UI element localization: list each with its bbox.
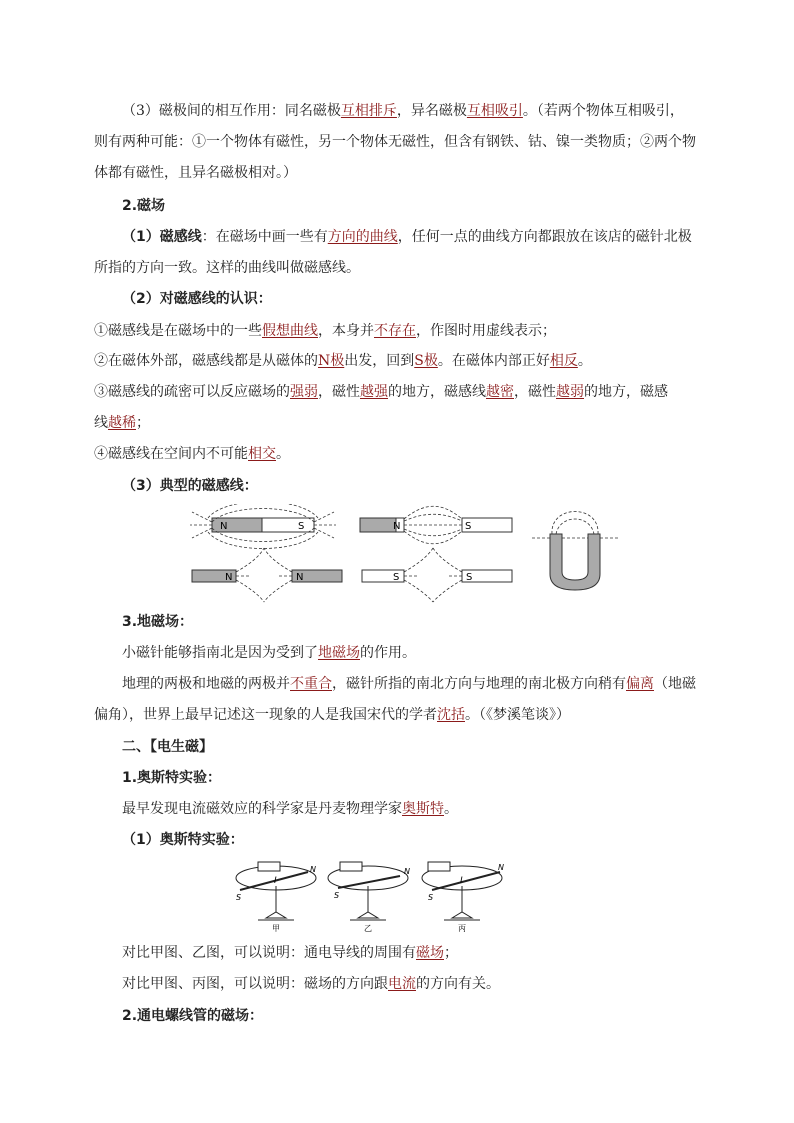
bar-magnets-repel-nn [192,548,342,602]
s-label: S [334,891,340,900]
answer-oersted: 奥斯特 [402,801,444,817]
electro-heading: 二、【电生磁】 [122,739,213,755]
text: ； [444,945,458,961]
n-label: N [404,867,410,876]
text: 出发，回到 [344,353,415,369]
bar-magnets-repel-ss [362,548,512,602]
label-bing: 丙 [458,924,466,932]
text: 。（若两个物体互相吸引， [522,103,684,119]
text: 线 [94,415,108,431]
answer-curve: 曲线 [369,229,398,245]
answer-strength: 强弱 [290,384,318,400]
poles-line-1 [122,101,684,121]
def-label: （1）磁感线 [122,229,202,245]
bar-magnets-attract [360,506,512,544]
text: 偏角），世界上最早记述这一现象的人是我国宋代的学者 [94,707,437,723]
s-label: S [393,572,400,583]
n-label: N [296,572,304,583]
oersted-panel-bing [422,862,502,920]
text: ，磁性 [514,384,556,400]
text: 对比甲图、丙图，可以说明：磁场的方向跟 [122,976,388,992]
text: ③磁感线的疏密可以反应磁场的 [94,384,290,400]
field-heading: 2.磁场 [122,198,166,214]
s-label: S [466,572,473,583]
answer-current: 电流 [388,976,416,992]
point-3-cont [94,413,150,433]
answer-sparser: 越稀 [108,415,136,431]
text: 的作用。 [360,645,416,661]
point-3 [94,382,668,402]
label-yi: 乙 [364,924,372,932]
answer-attract: 互相吸引 [466,103,523,119]
n-label: N [310,865,316,874]
answer-opposite: 相反 [549,353,578,369]
point-2 [94,351,592,371]
exp-heading: （1）奥斯特实验： [122,832,244,848]
field-def-line-2: 所指的方向一致。这样的曲线叫做磁感线。 [94,260,360,276]
s-label: S [465,521,472,532]
oersted-panel-jia [236,862,316,920]
understand-heading: （2）对磁感线的认识： [122,291,272,307]
field-def-line-1 [122,227,692,247]
oersted-panel-yi [328,862,408,920]
text: 。 [276,446,290,462]
text: ：在磁场中画一些有 [201,229,328,245]
text: 对比甲图、乙图，可以说明：通电导线的周围有 [122,945,416,961]
poles-line-3: 体都有磁性，且异名磁极相对。） [94,165,297,181]
answer-weaker: 越弱 [556,384,584,400]
earth-line-3 [94,705,570,725]
answer-direction: 方向的 [327,229,370,245]
text: ①磁感线是在磁场中的一些 [94,323,262,339]
s-label: S [298,521,305,532]
text: 。 [444,801,458,817]
text: ，本身并 [318,323,374,339]
answer-repel: 互相排斥 [340,103,397,119]
answer-imaginary: 假想曲线 [262,323,318,339]
n-label: N [225,572,233,583]
answer-not-exist: 不存在 [374,323,416,339]
typical-heading: （3）典型的磁感线： [122,478,258,494]
s-label: S [428,893,434,902]
current-label: I [274,876,277,886]
text: 地理的两极和地磁的两极并 [122,676,290,692]
n-label: N [393,521,401,532]
field-lines-figure [180,504,640,604]
text: ，作图时用虚线表示； [416,323,556,339]
text: 最早发现电流磁效应的科学家是丹麦物理学家 [122,801,402,817]
label-jia: 甲 [272,924,280,932]
text: ②在磁体外部，磁感线都是从磁体的 [94,353,318,369]
text: ，磁针所指的南北方向与地理的南北极方向稍有 [332,676,626,692]
text: 。在磁体内部正好 [437,353,550,369]
oersted-line-1 [122,799,458,819]
answer-n-pole: N极 [318,353,345,369]
s-label: S [236,893,242,902]
oersted-heading: 1.奥斯特实验： [122,770,222,786]
answer-denser: 越密 [486,384,514,400]
answer-intersect: 相交 [248,446,276,462]
text: ④磁感线在空间内不可能 [94,446,248,462]
answer-magnetic-field: 磁场 [416,945,444,961]
text: ，异名磁极 [396,103,467,119]
answer-stronger: 越强 [360,384,388,400]
earth-line-2 [122,674,696,694]
point-4 [94,444,290,464]
text: （地磁 [654,676,696,692]
u-magnet [532,512,620,591]
answer-s-pole: S极 [414,353,438,369]
earth-heading: 3.地磁场： [122,614,194,630]
n-label: N [220,521,228,532]
text: 的方向有关。 [416,976,500,992]
text: （3）磁极间的相互作用：同名磁极 [122,103,341,119]
current-label: I [460,876,463,886]
compare-line-1 [122,943,458,963]
n-label: N [498,863,504,872]
earth-line-1 [122,643,416,663]
answer-shen-kuo: 沈括 [437,707,465,723]
answer-deviate: 偏离 [626,676,654,692]
compare-line-2 [122,974,500,994]
text: 的地方，磁感 [584,384,668,400]
text: 。 [577,353,592,369]
text: ，任何一点的曲线方向都跟放在该店的磁针北极 [397,229,692,245]
poles-line-2: 则有两种可能：①一个物体有磁性，另一个物体无磁性，但含有钢铁、钴、镍一类物质；②两个物 [94,134,696,150]
oersted-figure [228,856,510,932]
text: 的地方，磁感线 [388,384,486,400]
text: 小磁针能够指南北是因为受到了 [122,645,318,661]
answer-geomagnetic: 地磁场 [318,645,360,661]
solenoid-heading: 2.通电螺线管的磁场： [122,1008,264,1024]
text: 。（《梦溪笔谈》） [465,707,570,723]
text: ； [136,415,150,431]
point-1 [94,321,556,341]
text: ，磁性 [318,384,360,400]
bar-magnet-single [190,504,336,549]
answer-not-coincide: 不重合 [290,676,332,692]
